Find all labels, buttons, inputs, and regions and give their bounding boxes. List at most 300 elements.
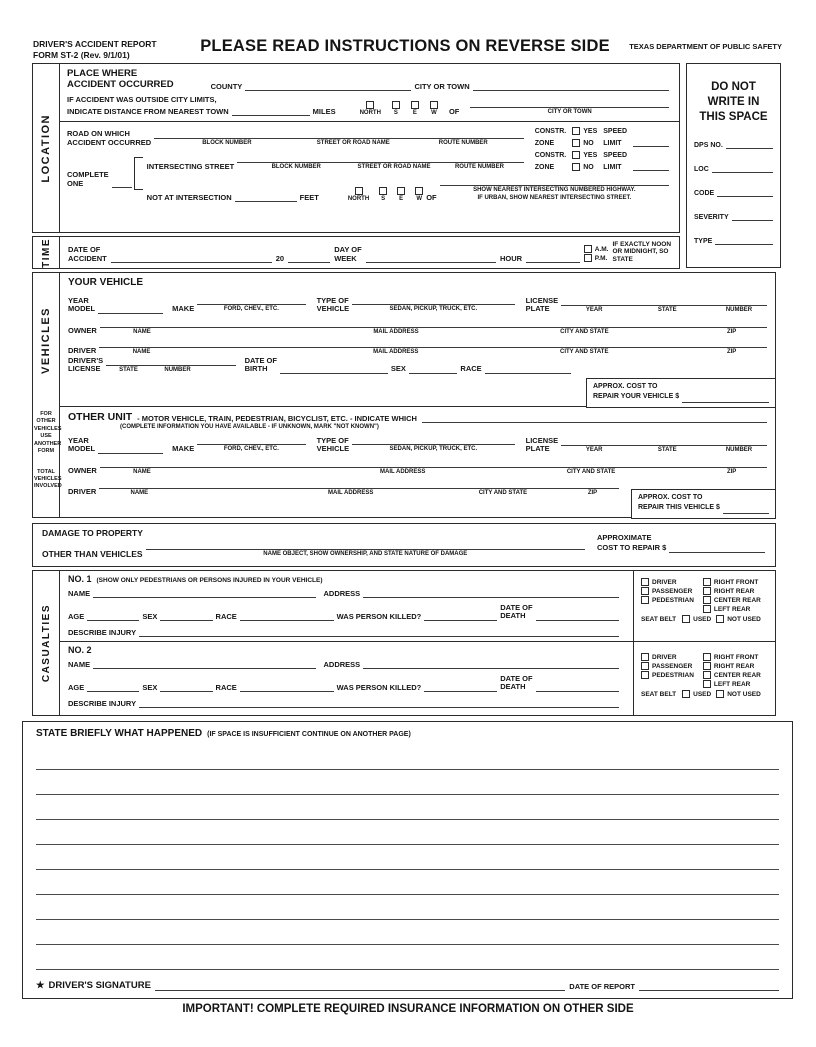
west-label-1: W xyxy=(431,110,437,117)
driver-field-2 xyxy=(99,480,619,497)
casualty-1-seatbelt-used-checkbox[interactable] xyxy=(682,615,690,623)
casualties-section xyxy=(32,570,776,716)
make-field-1 xyxy=(197,296,305,314)
complete-one-row xyxy=(60,147,679,202)
owner-label-2: OWNER xyxy=(68,466,97,476)
type-field-1 xyxy=(352,296,515,314)
casualty-2-injury-row xyxy=(68,699,619,708)
casualty-block-2 xyxy=(60,642,775,715)
casualty-1-seatbelt-notused-checkbox[interactable] xyxy=(716,615,724,623)
do-not-write-title xyxy=(687,80,780,125)
damage-line[interactable] xyxy=(146,541,585,550)
sex-line-1[interactable] xyxy=(409,365,458,374)
approx-other-cost-line[interactable] xyxy=(723,505,769,514)
casualty-2-name-row xyxy=(68,660,619,669)
make-sublabel-1: FORD, CHEV., ETC. xyxy=(223,306,279,312)
noon-note-line3: STATE xyxy=(612,255,633,263)
direction-east-1 xyxy=(411,101,419,116)
am-checkbox[interactable] xyxy=(584,245,592,253)
casualty-2-right-front-checkbox[interactable] xyxy=(703,653,711,661)
casualty-1-driver-label: DRIVER xyxy=(652,578,677,586)
loc-line[interactable] xyxy=(712,164,773,173)
casualty-1-passenger-checkbox[interactable] xyxy=(641,587,649,595)
other-unit-block xyxy=(60,407,775,517)
narrative-line-6[interactable] xyxy=(36,870,779,895)
east-checkbox-1[interactable] xyxy=(411,101,419,109)
casualty-1-position-cols xyxy=(641,577,771,614)
driver-line-2[interactable] xyxy=(99,480,619,489)
time-content xyxy=(60,237,679,268)
form-id-line2: FORM ST-2 (Rev. 9/1/01) xyxy=(33,50,130,61)
driver-city-sublabel-1: CITY AND STATE xyxy=(560,348,609,355)
city-or-town-label: CITY OR TOWN xyxy=(414,81,470,91)
casualty-2-center-rear-checkbox[interactable] xyxy=(703,671,711,679)
damage-approx-line1: APPROXIMATE xyxy=(597,533,652,543)
casualty-1-center-rear-option xyxy=(703,596,761,604)
outside-limits-labels xyxy=(67,96,336,116)
location-rail xyxy=(33,64,60,232)
casualty-1-passenger-label: PASSENGER xyxy=(652,587,693,595)
vehicle-label-1: VEHICLE xyxy=(316,304,350,314)
casualty-2-sex-label: SEX xyxy=(142,682,158,692)
location-rail-label: LOCATION xyxy=(40,113,52,183)
nearest-highway-line[interactable] xyxy=(440,177,669,186)
year-model-label-2 xyxy=(68,437,95,454)
county-line[interactable] xyxy=(245,82,411,91)
year-model-line-1[interactable] xyxy=(98,305,163,314)
severity-row xyxy=(694,212,773,221)
casualty-2-left-rear-checkbox[interactable] xyxy=(703,680,711,688)
year-model-line-2[interactable] xyxy=(98,445,163,454)
type-line[interactable] xyxy=(715,236,773,245)
street-name-sublabel-1: STREET OR ROAD NAME xyxy=(316,140,390,147)
intersecting-street-line[interactable] xyxy=(237,154,524,163)
noon-note xyxy=(613,241,672,263)
noon-note-line2: OR MIDNIGHT, SO xyxy=(612,248,669,256)
casualty-1-note: (SHOW ONLY PEDESTRIANS OR PERSONS INJURED IN YOUR VEHICLE) xyxy=(96,577,323,584)
casualty-2-death-line[interactable] xyxy=(536,683,619,692)
west-checkbox-2[interactable] xyxy=(415,187,423,195)
street-name-sublabel-2: STREET OR ROAD NAME xyxy=(357,164,431,171)
casualty-1-left-rear-option xyxy=(703,605,761,613)
casualty-1-pedestrian-label: PEDESTRIAN xyxy=(652,596,694,604)
miles-label: MILES xyxy=(312,106,336,116)
license2-label: LICENSE xyxy=(68,364,101,374)
code-row xyxy=(694,188,773,197)
driver-line-1[interactable] xyxy=(99,339,767,348)
limit-label-1: LIMIT xyxy=(603,140,622,148)
east-checkbox-2[interactable] xyxy=(397,187,405,195)
type-of-label-2: TYPE OF xyxy=(316,435,349,445)
casualty-1-right-rear-checkbox[interactable] xyxy=(703,587,711,595)
casualty-1-killed-line[interactable] xyxy=(424,612,497,621)
south-label-1: S xyxy=(393,110,398,117)
do-not-write-line1: DO NOT xyxy=(711,81,756,93)
plate-state-sublabel-1: STATE xyxy=(657,306,677,313)
noon-note-line1: IF EXACTLY NOON xyxy=(612,240,672,248)
narrative-line-2[interactable] xyxy=(36,770,779,795)
casualty-2-pos-left xyxy=(641,652,694,689)
casualty-1-left-rear-label: LEFT REAR xyxy=(713,605,751,613)
accident-label: ACCIDENT xyxy=(68,253,107,263)
casualty-1-sex-line[interactable] xyxy=(160,612,212,621)
plate-sublabels-1 xyxy=(561,306,767,314)
narrative-section xyxy=(22,721,793,999)
drivers-license-label xyxy=(68,357,103,374)
route-number-sublabel-2: ROUTE NUMBER xyxy=(454,164,504,171)
construction-zone-group-2 xyxy=(535,151,669,171)
drivers-license-line[interactable] xyxy=(106,357,235,366)
speed-label-2: SPEED xyxy=(603,152,627,160)
approx-cost-your-vehicle-box xyxy=(586,378,776,408)
day-of-label: DAY OF xyxy=(334,245,362,255)
road-line[interactable] xyxy=(154,130,524,139)
casualty-1-seatbelt-row xyxy=(641,615,771,623)
total-vehicles-note: TOTAL VEHICLES INVOLVED xyxy=(34,468,62,490)
casualty-1-race-line[interactable] xyxy=(240,612,334,621)
casualty-1-injury-label: DESCRIBE INJURY xyxy=(68,627,137,637)
casualty-1-age-line[interactable] xyxy=(87,612,139,621)
outside-limits-line2-row xyxy=(67,107,336,116)
casualty-1-detail-row xyxy=(68,604,619,621)
owner-sublabels-2 xyxy=(100,468,767,476)
vehicles-content xyxy=(60,273,775,517)
casualty-1-driver-checkbox[interactable] xyxy=(641,578,649,586)
road-field xyxy=(154,130,524,147)
day-of-week-line[interactable] xyxy=(366,254,496,263)
south-label-2: S xyxy=(381,196,386,203)
footer-important: IMPORTANT! COMPLETE REQUIRED INSURANCE INFORMATION ON OTHER SIDE xyxy=(182,1003,634,1015)
casualty-1-name-line[interactable] xyxy=(93,589,315,598)
date-of-accident-line[interactable] xyxy=(111,254,272,263)
page-title: PLEASE READ INSTRUCTIONS ON REVERSE SIDE xyxy=(200,37,610,55)
casualty-2-injury-line[interactable] xyxy=(139,699,619,708)
constr-no-label-1: NO xyxy=(583,139,594,147)
owner-row-2 xyxy=(68,459,767,476)
casualty-1-left-rear-checkbox[interactable] xyxy=(703,605,711,613)
city-or-town-line[interactable] xyxy=(473,82,669,91)
casualty-2-race-label: RACE xyxy=(215,682,237,692)
not-at-intersection-row xyxy=(147,177,669,202)
outside-limits-row xyxy=(60,91,679,122)
casualty-1-address-line[interactable] xyxy=(363,589,619,598)
approx-your-line2-row xyxy=(593,392,769,403)
approx-other-line1: APPROX. COST TO xyxy=(638,493,703,501)
plate-state-sublabel-2: STATE xyxy=(657,446,677,453)
narrative-line-8[interactable] xyxy=(36,920,779,945)
narrative-line-5[interactable] xyxy=(36,845,779,870)
driver-name-sublabel-2: NAME xyxy=(130,489,149,496)
plate-line-1[interactable] xyxy=(561,297,767,306)
narrative-title: STATE BRIEFLY WHAT HAPPENED xyxy=(36,728,203,739)
plate-year-sublabel-2: YEAR xyxy=(585,446,603,453)
year-label-1: YEAR xyxy=(68,295,89,305)
casualty-1-pedestrian-checkbox[interactable] xyxy=(641,596,649,604)
casualty-2-pedestrian-option xyxy=(641,671,694,679)
narrative-line-1[interactable] xyxy=(36,745,779,770)
block-number-sublabel-1: BLOCK NUMBER xyxy=(202,140,252,147)
casualties-rail-label: CASUALTIES xyxy=(40,603,52,683)
constr-yes-1 xyxy=(572,127,597,135)
constr-yes-checkbox-2[interactable] xyxy=(572,151,580,159)
other-unit-title: OTHER UNIT xyxy=(68,411,133,423)
casualty-2-right-front-option xyxy=(703,653,761,661)
casualty-1-center-rear-label: CENTER REAR xyxy=(713,596,761,604)
dps-no-line[interactable] xyxy=(726,140,773,149)
damage-sublabel: NAME OBJECT, SHOW OWNERSHIP, AND STATE NATURE OF DAMAGE xyxy=(263,551,468,557)
narrative-line-4[interactable] xyxy=(36,820,779,845)
narrative-line-7[interactable] xyxy=(36,895,779,920)
casualty-1-right-front-label: RIGHT FRONT xyxy=(713,578,759,586)
casualty-1-right-rear-option xyxy=(703,587,761,595)
dob-birth-label: BIRTH xyxy=(244,364,268,374)
constr-no-checkbox-1[interactable] xyxy=(572,139,580,147)
do-not-write-box xyxy=(686,63,781,268)
your-vehicle-title: YOUR VEHICLE xyxy=(68,277,144,288)
agency-name: TEXAS DEPARTMENT OF PUBLIC SAFETY xyxy=(629,42,782,51)
casualty-1-address-label: ADDRESS xyxy=(323,588,361,598)
casualty-1-date-of: DATE OF xyxy=(500,603,533,612)
casualty-2-fields xyxy=(68,660,619,708)
approx-your-cost-line[interactable] xyxy=(682,394,769,403)
constr-yes-label-1: YES xyxy=(583,127,598,135)
approx-your-line2: REPAIR YOUR VEHICLE $ xyxy=(593,393,680,400)
casualty-2-address-line[interactable] xyxy=(363,660,619,669)
casualty-2-used-label: USED xyxy=(693,690,712,698)
date-of-accident-label xyxy=(68,246,107,263)
driver-field-1 xyxy=(99,339,767,356)
place-where-row xyxy=(60,64,679,91)
casualty-1-age-label: AGE xyxy=(68,611,85,621)
casualty-1-position-panel xyxy=(633,571,775,641)
casualty-2-death-label xyxy=(500,675,532,692)
casualty-2-pedestrian-checkbox[interactable] xyxy=(641,671,649,679)
driver-row-1 xyxy=(68,339,767,356)
constr-label-2: CONSTR. xyxy=(534,152,567,160)
constr-no-checkbox-2[interactable] xyxy=(572,163,580,171)
casualty-2-seatbelt-used-checkbox[interactable] xyxy=(682,690,690,698)
casualty-2-right-front-label: RIGHT FRONT xyxy=(713,653,759,661)
driver-zip-sublabel-2: ZIP xyxy=(587,489,598,496)
model-label-2: MODEL xyxy=(68,444,96,454)
block-number-sublabel-2: BLOCK NUMBER xyxy=(271,164,321,171)
damage-cost-line[interactable] xyxy=(669,544,765,553)
plate-number-sublabel-1: NUMBER xyxy=(725,306,753,313)
casualty-2-passenger-checkbox[interactable] xyxy=(641,662,649,670)
speed-limit-line-2[interactable] xyxy=(633,162,669,171)
your-vehicle-block xyxy=(60,273,775,407)
drivers-signature-line[interactable] xyxy=(155,982,565,991)
casualty-2-name-label: NAME xyxy=(68,659,91,669)
casualty-2-number: NO. 2 xyxy=(68,645,92,655)
casualty-2-age-line[interactable] xyxy=(87,683,139,692)
driver-city-sublabel-2: CITY AND STATE xyxy=(478,489,528,496)
direction-east-2 xyxy=(397,187,405,202)
casualty-1-death: DEATH xyxy=(500,611,526,621)
damage-line1: DAMAGE TO PROPERTY xyxy=(42,528,143,538)
casualty-2-right-rear-checkbox[interactable] xyxy=(703,662,711,670)
plate-field-1 xyxy=(561,297,767,314)
road-row xyxy=(60,122,679,147)
narrative-line-9[interactable] xyxy=(36,945,779,970)
casualty-block-1 xyxy=(60,571,775,642)
casualty-1-injury-line[interactable] xyxy=(139,628,619,637)
casualty-2-passenger-label: PASSENGER xyxy=(652,662,693,670)
type-field-2 xyxy=(352,436,515,454)
hour-line[interactable] xyxy=(526,254,580,263)
time-rail xyxy=(33,237,60,268)
casualty-1-death-label xyxy=(500,604,532,621)
county-label: COUNTY xyxy=(210,81,243,91)
casualty-1-number: NO. 1 xyxy=(68,574,92,584)
drivers-license-sublabels xyxy=(106,366,235,374)
sex-label-1: SEX xyxy=(390,364,406,374)
am-label: A.M. xyxy=(594,245,609,253)
owner-mail-sublabel-1: MAIL ADDRESS xyxy=(373,328,419,335)
casualty-2-killed-label: WAS PERSON KILLED? xyxy=(336,682,422,692)
plate-label-2: PLATE xyxy=(525,444,550,454)
owner-name-sublabel-1: NAME xyxy=(133,328,151,335)
casualty-1-fields xyxy=(68,589,619,637)
nearest-highway-field xyxy=(440,177,669,202)
owner-line-2[interactable] xyxy=(100,459,767,468)
intersecting-street-sublabels xyxy=(237,163,524,171)
drivers-license-row xyxy=(68,357,571,374)
road-label xyxy=(67,130,151,147)
date-of-report-line[interactable] xyxy=(639,982,779,991)
constr-label-1: CONSTR. xyxy=(534,128,567,136)
feet-line[interactable] xyxy=(235,193,297,202)
other-unit-indicate-line[interactable] xyxy=(422,414,767,423)
casualty-1-sex-label: SEX xyxy=(142,611,158,621)
place-where-line2: ACCIDENT OCCURRED xyxy=(67,78,174,90)
east-label-1: E xyxy=(412,110,417,117)
make-sublabel-2: FORD, CHEV., ETC. xyxy=(223,446,279,452)
vehicle-label-2: VEHICLE xyxy=(316,444,350,454)
pm-checkbox[interactable] xyxy=(584,254,592,262)
direction-group-1 xyxy=(360,99,669,117)
casualty-1-right-front-option xyxy=(703,578,761,586)
casualty-1-center-rear-checkbox[interactable] xyxy=(703,596,711,604)
casualty-2-sex-line[interactable] xyxy=(160,683,212,692)
year-line[interactable] xyxy=(288,254,330,263)
outside-limits-line2: INDICATE DISTANCE FROM NEAREST TOWN xyxy=(67,106,229,116)
date-of-report-label: DATE OF REPORT xyxy=(569,981,635,991)
constr-yes-checkbox-1[interactable] xyxy=(572,127,580,135)
owner-city-sublabel-2: CITY AND STATE xyxy=(566,468,616,475)
location-section xyxy=(32,63,680,233)
owner-line-1[interactable] xyxy=(100,319,767,328)
casualty-2-date-of: DATE OF xyxy=(500,674,533,683)
limit-label-2: LIMIT xyxy=(603,164,622,172)
owner-field-1 xyxy=(100,319,767,336)
hour-label: HOUR xyxy=(500,253,523,263)
narrative-line-3[interactable] xyxy=(36,795,779,820)
casualty-2-race-line[interactable] xyxy=(240,683,334,692)
make-line-1[interactable] xyxy=(197,296,305,305)
owner-sublabels-1 xyxy=(100,328,767,336)
type-of-vehicle-label-1 xyxy=(317,297,350,314)
am-pm-group xyxy=(584,244,609,263)
casualty-2-address-label: ADDRESS xyxy=(323,659,361,669)
owner-row-1 xyxy=(68,319,767,336)
casualties-content xyxy=(60,571,775,715)
casualty-2-name-line[interactable] xyxy=(93,660,315,669)
constr-no-1 xyxy=(572,139,597,147)
speed-limit-line-1[interactable] xyxy=(633,138,669,147)
direction-group-2 xyxy=(348,187,423,202)
race-line-1[interactable] xyxy=(485,365,571,374)
date-of-birth-line[interactable] xyxy=(280,365,388,374)
of-town-field xyxy=(470,99,669,117)
north-label-2: NORTH xyxy=(347,196,370,203)
type-line-2[interactable] xyxy=(352,436,515,445)
am-option xyxy=(584,245,609,253)
code-line[interactable] xyxy=(717,188,773,197)
casualty-1-race-label: RACE xyxy=(215,611,237,621)
approx-other-line2: REPAIR THIS VEHICLE $ xyxy=(638,504,720,511)
do-not-write-line2: WRITE IN xyxy=(707,95,760,108)
date-of-label: DATE OF xyxy=(68,245,101,255)
casualty-1-pos-right xyxy=(703,577,761,614)
casualty-2-detail-row xyxy=(68,675,619,692)
intersecting-street-label: INTERSECTING STREET xyxy=(146,161,235,171)
other-vehicles-note: FOR OTHER VEHICLES USE ANOTHER FORM xyxy=(34,411,62,455)
casualty-2-driver-checkbox[interactable] xyxy=(641,653,649,661)
casualty-2-left-rear-label: LEFT REAR xyxy=(713,680,751,688)
make-label-1: MAKE xyxy=(172,304,195,314)
direction-west-2 xyxy=(415,187,423,202)
casualty-2-pos-right xyxy=(703,652,761,689)
complete-one-line[interactable] xyxy=(112,179,132,188)
driver-mail-sublabel-1: MAIL ADDRESS xyxy=(373,348,419,355)
casualty-2-right-rear-label: RIGHT REAR xyxy=(713,662,755,670)
miles-line[interactable] xyxy=(232,107,310,116)
plate-line-2[interactable] xyxy=(561,437,767,446)
plate-field-2 xyxy=(561,437,767,454)
owner-label-1: OWNER xyxy=(68,326,97,336)
of-town-line[interactable] xyxy=(470,99,669,108)
model-label-1: MODEL xyxy=(68,304,96,314)
type-line-1[interactable] xyxy=(352,296,515,305)
type-row xyxy=(694,236,773,245)
casualty-2-killed-line[interactable] xyxy=(424,683,497,692)
owner-field-2 xyxy=(100,459,767,476)
make-line-2[interactable] xyxy=(197,436,305,445)
plate-year-sublabel-1: YEAR xyxy=(585,306,603,313)
damage-row xyxy=(42,528,765,559)
west-checkbox-1[interactable] xyxy=(430,101,438,109)
north-checkbox-2[interactable] xyxy=(355,187,363,195)
north-checkbox-1[interactable] xyxy=(366,101,374,109)
vehicles-section xyxy=(32,272,776,518)
casualty-1-right-front-checkbox[interactable] xyxy=(703,578,711,586)
casualty-2-seatbelt-notused-checkbox[interactable] xyxy=(716,690,724,698)
outside-limits-line1: IF ACCIDENT WAS OUTSIDE CITY LIMITS, xyxy=(67,94,217,104)
casualty-1-used-label: USED xyxy=(693,615,712,623)
other-unit-subtitle: - MOTOR VEHICLE, TRAIN, PEDESTRIAN, BICYCLIST, ETC. - INDICATE WHICH xyxy=(137,413,417,423)
casualty-1-right-rear-label: RIGHT REAR xyxy=(713,587,755,595)
casualty-1-death-line[interactable] xyxy=(536,612,619,621)
driver-name-sublabel-1: NAME xyxy=(132,348,151,355)
direction-south-1 xyxy=(392,101,400,116)
casualty-2-passenger-option xyxy=(641,662,694,670)
south-checkbox-1[interactable] xyxy=(392,101,400,109)
severity-line[interactable] xyxy=(732,212,773,221)
casualty-2-position-cols xyxy=(641,652,771,689)
drivers-license-field xyxy=(106,357,235,374)
south-checkbox-2[interactable] xyxy=(379,187,387,195)
